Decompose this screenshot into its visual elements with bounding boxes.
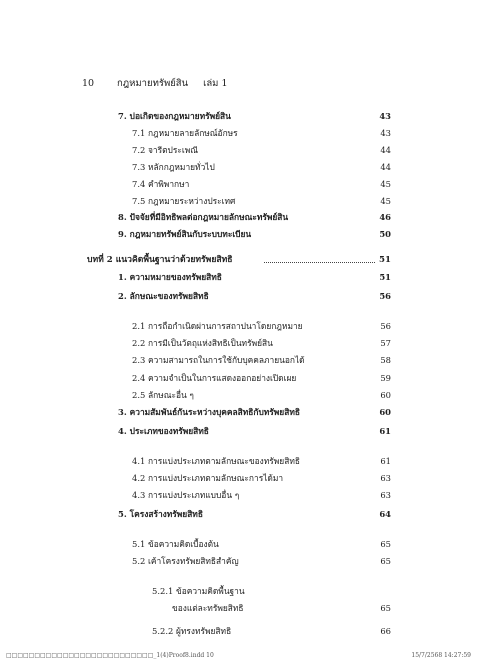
- toc-entry-page: 65: [380, 603, 391, 613]
- toc-entry-title: 4.3 การแบ่งประเภทแบบอื่น ๆ: [132, 490, 240, 500]
- header-volume: เล่ม 1: [203, 78, 228, 89]
- toc-entry-title: 2.3 ความสามารถในการใช้กับบุคคลภายนอกได้: [132, 355, 305, 365]
- toc-entry-title: 5.2 เค้าโครงทรัพยสิทธิสำคัญ: [132, 556, 239, 566]
- toc-entry-page: 45: [380, 196, 391, 206]
- toc-entry-page: 43: [379, 111, 391, 121]
- toc-entry-title: 8. ปัจจัยที่มีอิทธิพลต่อกฎหมายลักษณะทรัพย์สิน: [118, 212, 289, 222]
- toc-entry-title: 5. โครงสร้างทรัพยสิทธิ: [118, 509, 203, 519]
- toc-entry-page: 51: [379, 272, 391, 282]
- toc-entry-title: 7.2 จารีตประเพณี: [132, 145, 198, 155]
- toc-entry-title: 2.4 ความจำเป็นในการแสดงออกอย่างเปิดเผย: [132, 373, 297, 383]
- print-slug-date: 15/7/2568 14:27:59: [411, 652, 471, 659]
- toc-entry-page: 56: [379, 291, 391, 301]
- toc-entry-page: 60: [380, 390, 391, 400]
- toc-entry-page: 59: [380, 373, 391, 383]
- toc-entry-title: 5.1 ข้อความคิดเบื้องต้น: [132, 539, 219, 549]
- toc-entry-title: 7.4 คำพิพากษา: [132, 179, 190, 189]
- toc-entry-page: 44: [380, 145, 391, 155]
- toc-entry-title: 5.2.1 ข้อความคิดพื้นฐาน: [152, 586, 245, 596]
- toc-entry-page: 60: [379, 407, 391, 417]
- toc-entry-page: 64: [379, 509, 391, 519]
- toc-entry-title: ของแต่ละทรัพยสิทธิ: [172, 603, 244, 613]
- dot-leader: [264, 262, 375, 263]
- toc-entry-page: 61: [380, 456, 391, 466]
- toc-entry-title: 2.1 การถือกำเนิดผ่านการสถาปนาโดยกฎหมาย: [132, 321, 303, 331]
- toc-entry-page: 44: [380, 162, 391, 172]
- toc-entry-title: 7.5 กฎหมายระหว่างประเทศ: [132, 196, 236, 206]
- toc-entry-page: 56: [380, 321, 391, 331]
- toc-entry-title: 1. ความหมายของทรัพยสิทธิ: [118, 272, 222, 282]
- toc-entry-title: 4.2 การแบ่งประเภทตามลักษณะการได้มา: [132, 473, 284, 483]
- toc-entry-title: 2.2 การมีเป็นวัตถุแห่งสิทธิเป็นทรัพย์สิน: [132, 338, 273, 348]
- toc-entry-title: บทที่ 2 แนวคิดพื้นฐานว่าด้วยทรัพยสิทธิ: [87, 255, 233, 265]
- header-page-number: 10: [82, 78, 95, 89]
- header-book-title: กฎหมายทรัพย์สิน: [117, 78, 189, 89]
- toc-entry-page: 61: [379, 426, 391, 436]
- toc-entry-title: 7.3 หลักกฎหมายทั่วไป: [132, 162, 215, 172]
- toc-entry-page: 50: [379, 229, 391, 239]
- toc-entry-page: 45: [380, 179, 391, 189]
- toc-entry-page: 46: [379, 212, 391, 222]
- toc-entry-page: 63: [380, 490, 391, 500]
- toc-entry-title: 7. บ่อเกิดของกฎหมายทรัพย์สิน: [118, 111, 231, 121]
- toc-entry-title: 9. กฎหมายทรัพย์สินกับระบบทะเบียน: [118, 229, 252, 239]
- toc-entry-page: 66: [380, 626, 391, 636]
- toc-entry-page: 63: [380, 473, 391, 483]
- toc-entry-page: 43: [380, 128, 391, 138]
- toc-entry-page: 51: [379, 255, 391, 265]
- toc-entry-page: 65: [380, 556, 391, 566]
- toc-entry-page: 57: [380, 338, 391, 348]
- print-slug-file: □□□□□□□□□□□□□□□□□□□□□□□□□□_1(4)Proof8.indd 10: [6, 652, 214, 659]
- toc-entry-title: 2. ลักษณะของทรัพยสิทธิ: [118, 291, 209, 301]
- toc-entry-title: 4.1 การแบ่งประเภทตามลักษณะของทรัพยสิทธิ: [132, 456, 300, 466]
- toc-entry-title: 5.2.2 ผู้ทรงทรัพยสิทธิ: [152, 626, 232, 636]
- toc-entry-title: 4. ประเภทของทรัพยสิทธิ: [118, 426, 209, 436]
- toc-entry-page: 58: [380, 355, 391, 365]
- toc-entry-title: 7.1 กฎหมายลายลักษณ์อักษร: [132, 128, 238, 138]
- toc-entry-title: 3. ความสัมพันธ์กันระหว่างบุคคลสิทธิกับทรัพยสิทธิ: [118, 407, 300, 417]
- toc-entry-page: 65: [380, 539, 391, 549]
- toc-entry-title: 2.5 ลักษณะอื่น ๆ: [132, 390, 194, 400]
